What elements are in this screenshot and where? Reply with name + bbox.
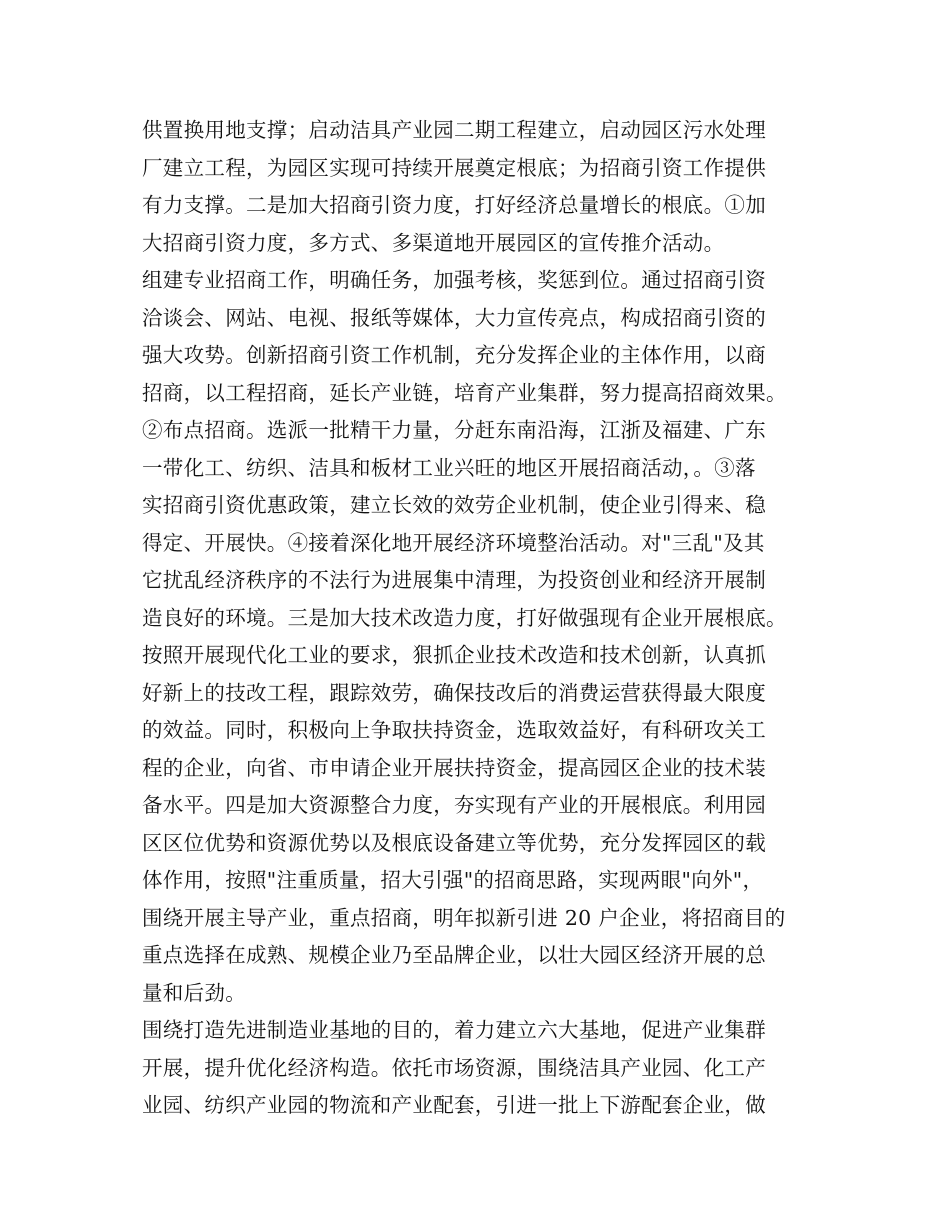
- text-line: 围绕开展主导产业，重点招商，明年拟新引进 20 户企业，将招商目的: [142, 905, 786, 930]
- text-line: 业园、纺织产业园的物流和产业配套，引进一批上下游配套企业，做: [142, 1093, 766, 1117]
- text-line: 量和后劲。: [142, 980, 246, 1005]
- text-line: 厂建立工程，为园区实现可持续开展奠定根底；为招商引资工作提供: [142, 155, 766, 180]
- text-line: 开展，提升优化经济构造。依托市场资源，围绕洁具产业园、化工产: [142, 1055, 766, 1080]
- text-line: ②布点招商。选派一批精干力量，分赶东南沿海，江浙及福建、广东: [142, 418, 766, 442]
- text-line: 重点选择在成熟、规模企业乃至品牌企业，以壮大园区经济开展的总: [142, 943, 766, 967]
- text-line: 按照开展现代化工业的要求，狠抓企业技术改造和技术创新，认真抓: [142, 643, 766, 667]
- text-line: 备水平。四是加大资源整合力度，夯实现有产业的开展根底。利用园: [142, 793, 766, 817]
- text-line: 程的企业，向省、市申请企业开展扶持资金，提高园区企业的技术装: [142, 755, 766, 780]
- text-line: 的效益。同时，积极向上争取扶持资金，选取效益好，有科研攻关工: [142, 718, 766, 742]
- text-line: 它扰乱经济秩序的不法行为进展集中清理，为投资创业和经济开展制: [142, 568, 766, 592]
- text-line: 有力支撑。二是加大招商引资力度，打好经济总量增长的根底。①加: [142, 193, 766, 217]
- text-line: 好新上的技改工程，跟踪效劳，确保技改后的消费运营获得最大限度: [142, 680, 766, 705]
- text-line: 洽谈会、网站、电视、报纸等媒体，大力宣传亮点，构成招商引资的: [142, 305, 766, 330]
- text-line: 造良好的环境。三是加大技术改造力度，打好做强现有企业开展根底。: [142, 605, 787, 630]
- document-body: [142, 112, 812, 1125]
- text-line: 招商，以工程招商，延长产业链，培育产业集群，努力提高招商效果。: [142, 380, 787, 405]
- text-line: 大招商引资力度，多方式、多渠道地开展园区的宣传推介活动。: [142, 230, 725, 255]
- text-line: 体作用，按照"注重质量，招大引强"的招商思路，实现两眼"向外"，: [142, 868, 764, 892]
- text-line: 强大攻势。创新招商引资工作机制，充分发挥企业的主体作用，以商: [142, 343, 766, 367]
- text-line: 一带化工、纺织、洁具和板材工业兴旺的地区开展招商活动，。③落: [142, 455, 756, 480]
- text-line: 区区位优势和资源优势以及根底设备建立等优势，充分发挥园区的载: [142, 830, 766, 855]
- text-line: 得定、开展快。④接着深化地开展经济环境整治活动。对"三乱"及其: [142, 530, 765, 555]
- text-line: 围绕打造先进制造业基地的目的，着力建立六大基地，促进产业集群: [142, 1018, 766, 1042]
- text-line: 组建专业招商工作，明确任务，加强考核，奖惩到位。通过招商引资: [142, 268, 766, 292]
- text-line: 实招商引资优惠政策，建立长效的效劳企业机制，使企业引得来、稳: [142, 493, 766, 517]
- text-line: 供置换用地支撑；启动洁具产业园二期工程建立，启动园区污水处理: [142, 118, 766, 142]
